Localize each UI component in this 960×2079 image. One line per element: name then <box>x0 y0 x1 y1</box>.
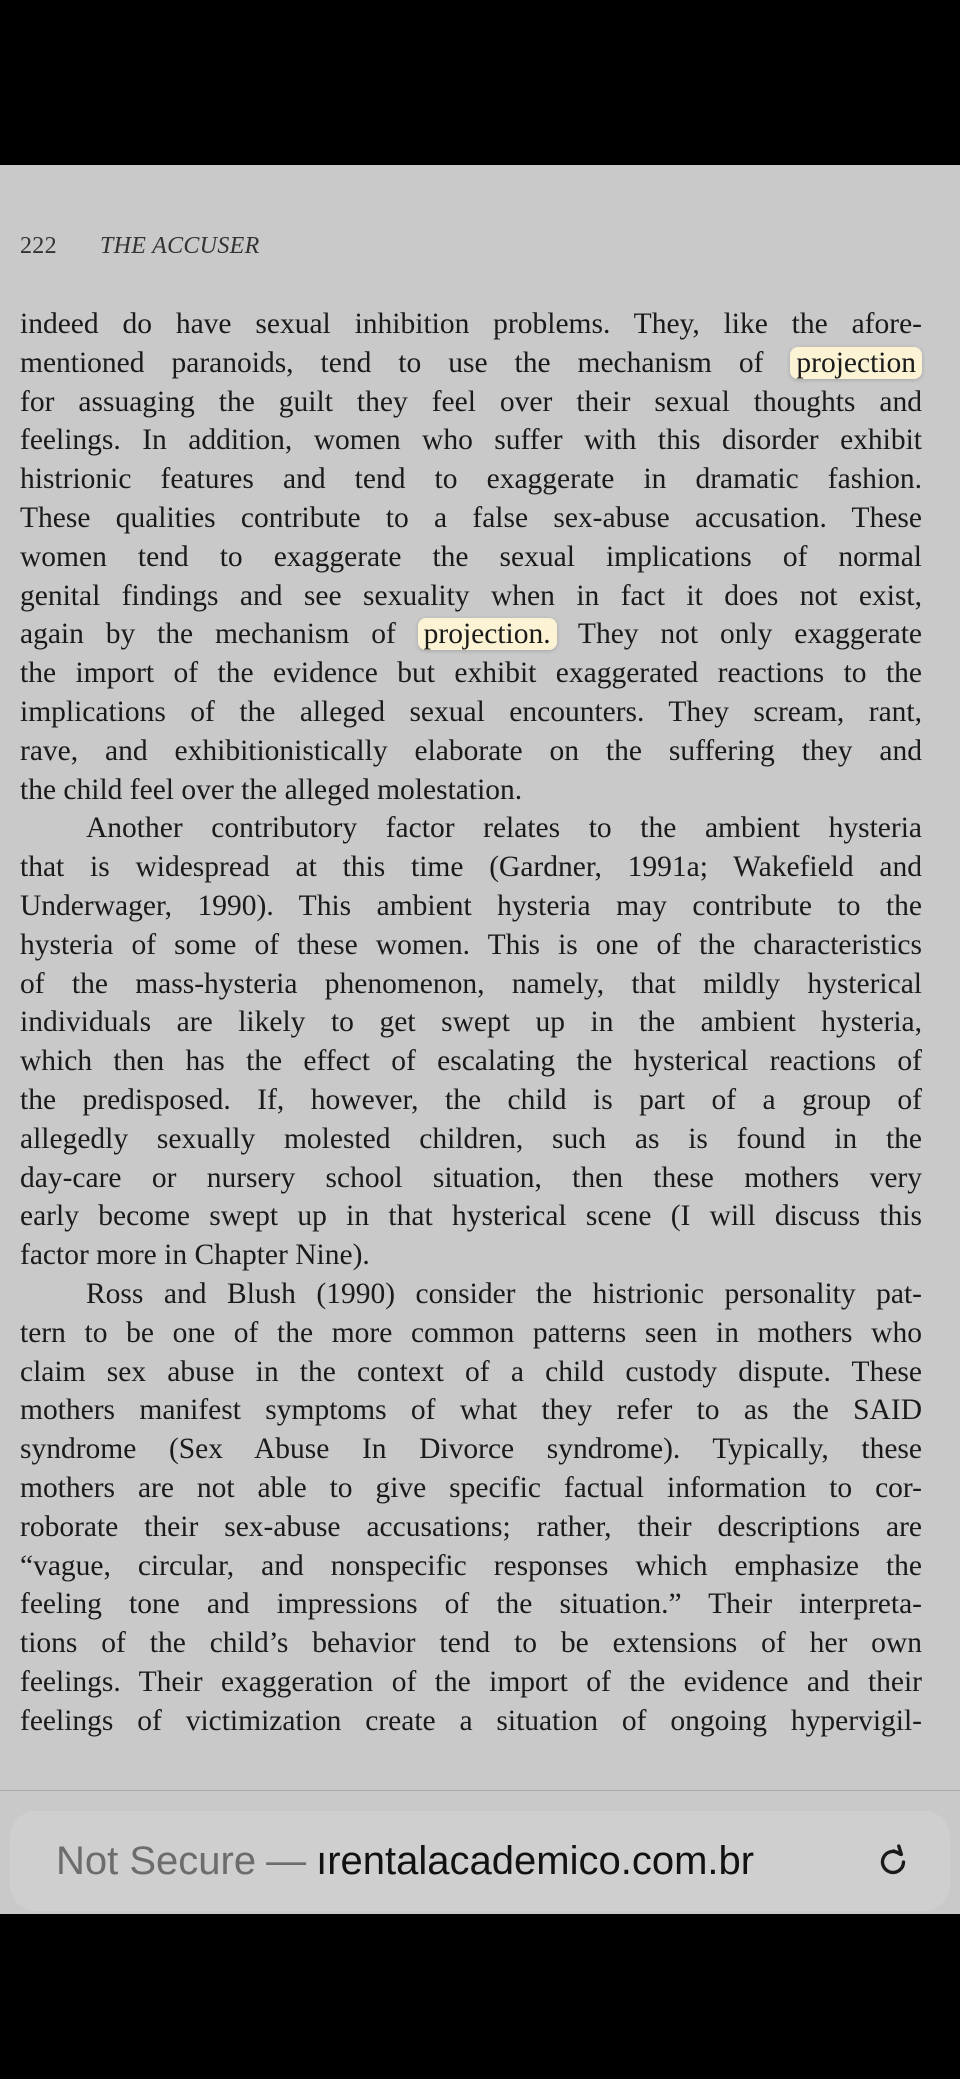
text-line: “vague, circular, and nonspecific responses which emphasize the <box>20 1549 922 1582</box>
text-line: mothers manifest symptoms of what they refer to as the SAID <box>20 1394 922 1427</box>
text-line: of the mass-hysteria phenomenon, namely, that mildly hysterical <box>20 967 922 1000</box>
text-line: that is widespread at this time (Gardner, 1991a; Wakefield and <box>20 851 922 884</box>
text-line: genital findings and see sexuality when in fact it does not exist, <box>20 579 922 612</box>
text-line: the import of the evidence but exhibit exaggerated reactions to the <box>20 657 922 690</box>
text-line: feelings of victimization create a situation of ongoing hypervigil- <box>20 1704 922 1737</box>
text-line: again by the mechanism of projection. They not only exaggerate <box>20 618 922 651</box>
text-line: factor more in Chapter Nine). <box>20 1239 370 1272</box>
search-highlight[interactable]: projection <box>790 347 922 379</box>
text-line: implications of the alleged sexual encounters. They scream, rant, <box>20 695 922 728</box>
security-label: Not Secure <box>56 1838 257 1883</box>
text-line: hysteria of some of these women. This is one of the characteristics <box>20 928 922 961</box>
reload-icon[interactable] <box>872 1841 914 1883</box>
text-line: indeed do have sexual inhibition problems. They, like the afore- <box>20 308 922 340</box>
book-page <box>0 165 960 1790</box>
top-black-bar <box>0 0 960 165</box>
text-line: early become swept up in that hysterical scene (I will discuss this <box>20 1200 922 1233</box>
text-line: feeling tone and impressions of the situation.” Their interpreta- <box>20 1588 922 1621</box>
separator: — <box>266 1838 307 1883</box>
text-line: allegedly sexually molested children, such as is found in the <box>20 1122 922 1155</box>
text-line: tern to be one of the more common patterns seen in mothers who <box>20 1316 922 1349</box>
text-line: Underwager, 1990). This ambient hysteria may contribute to the <box>20 889 922 922</box>
text-line: roborate their sex-abuse accusations; rather, their descriptions are <box>20 1510 922 1543</box>
text-line: women tend to exaggerate the sexual implications of normal <box>20 540 922 573</box>
text-line: the predisposed. If, however, the child is part of a group of <box>20 1083 922 1116</box>
address-bar[interactable] <box>10 1811 950 1911</box>
text-line: feelings. In addition, women who suffer with this disorder exhibit <box>20 424 922 457</box>
book-title: THE ACCUSER <box>100 233 260 259</box>
url-domain: ırentalacademico.com.br <box>316 1838 755 1883</box>
page-number: 222 <box>20 233 57 259</box>
text-line: Another contributory factor relates to the ambient hysteria <box>86 812 922 845</box>
text-line: claim sex abuse in the context of a child custody dispute. These <box>20 1355 922 1388</box>
search-highlight[interactable]: projection. <box>418 618 557 650</box>
text-line: individuals are likely to get swept up in the ambient hysteria, <box>20 1006 922 1039</box>
text-line: mothers are not able to give specific factual information to cor- <box>20 1471 922 1504</box>
text-line: tions of the child’s behavior tend to be extensions of her own <box>20 1627 922 1660</box>
text-line: histrionic features and tend to exaggerate in dramatic fashion. <box>20 463 922 496</box>
text-line: which then has the effect of escalating the hysterical reactions of <box>20 1045 922 1078</box>
text-line: mentioned paranoids, tend to use the mechanism of projection <box>20 344 922 383</box>
text-line: day-care or nursery school situation, then these mothers very <box>20 1161 922 1194</box>
text-line: Ross and Blush (1990) consider the histrionic personality pat- <box>86 1277 922 1310</box>
running-head <box>20 233 260 260</box>
text-line: syndrome (Sex Abuse In Divorce syndrome). Typically, these <box>20 1433 922 1466</box>
text-line: feelings. Their exaggeration of the import of the evidence and their <box>20 1665 922 1698</box>
text-line: These qualities contribute to a false sex-abuse accusation. These <box>20 501 922 534</box>
text-line: rave, and exhibitionistically elaborate on the suffering they and <box>20 734 922 767</box>
browser-toolbar <box>0 1790 960 1915</box>
text-line: for assuaging the guilt they feel over their sexual thoughts and <box>20 385 922 418</box>
bottom-black-bar <box>0 1914 960 2079</box>
page-text <box>20 305 922 1740</box>
text-line: the child feel over the alleged molestation. <box>20 773 523 806</box>
